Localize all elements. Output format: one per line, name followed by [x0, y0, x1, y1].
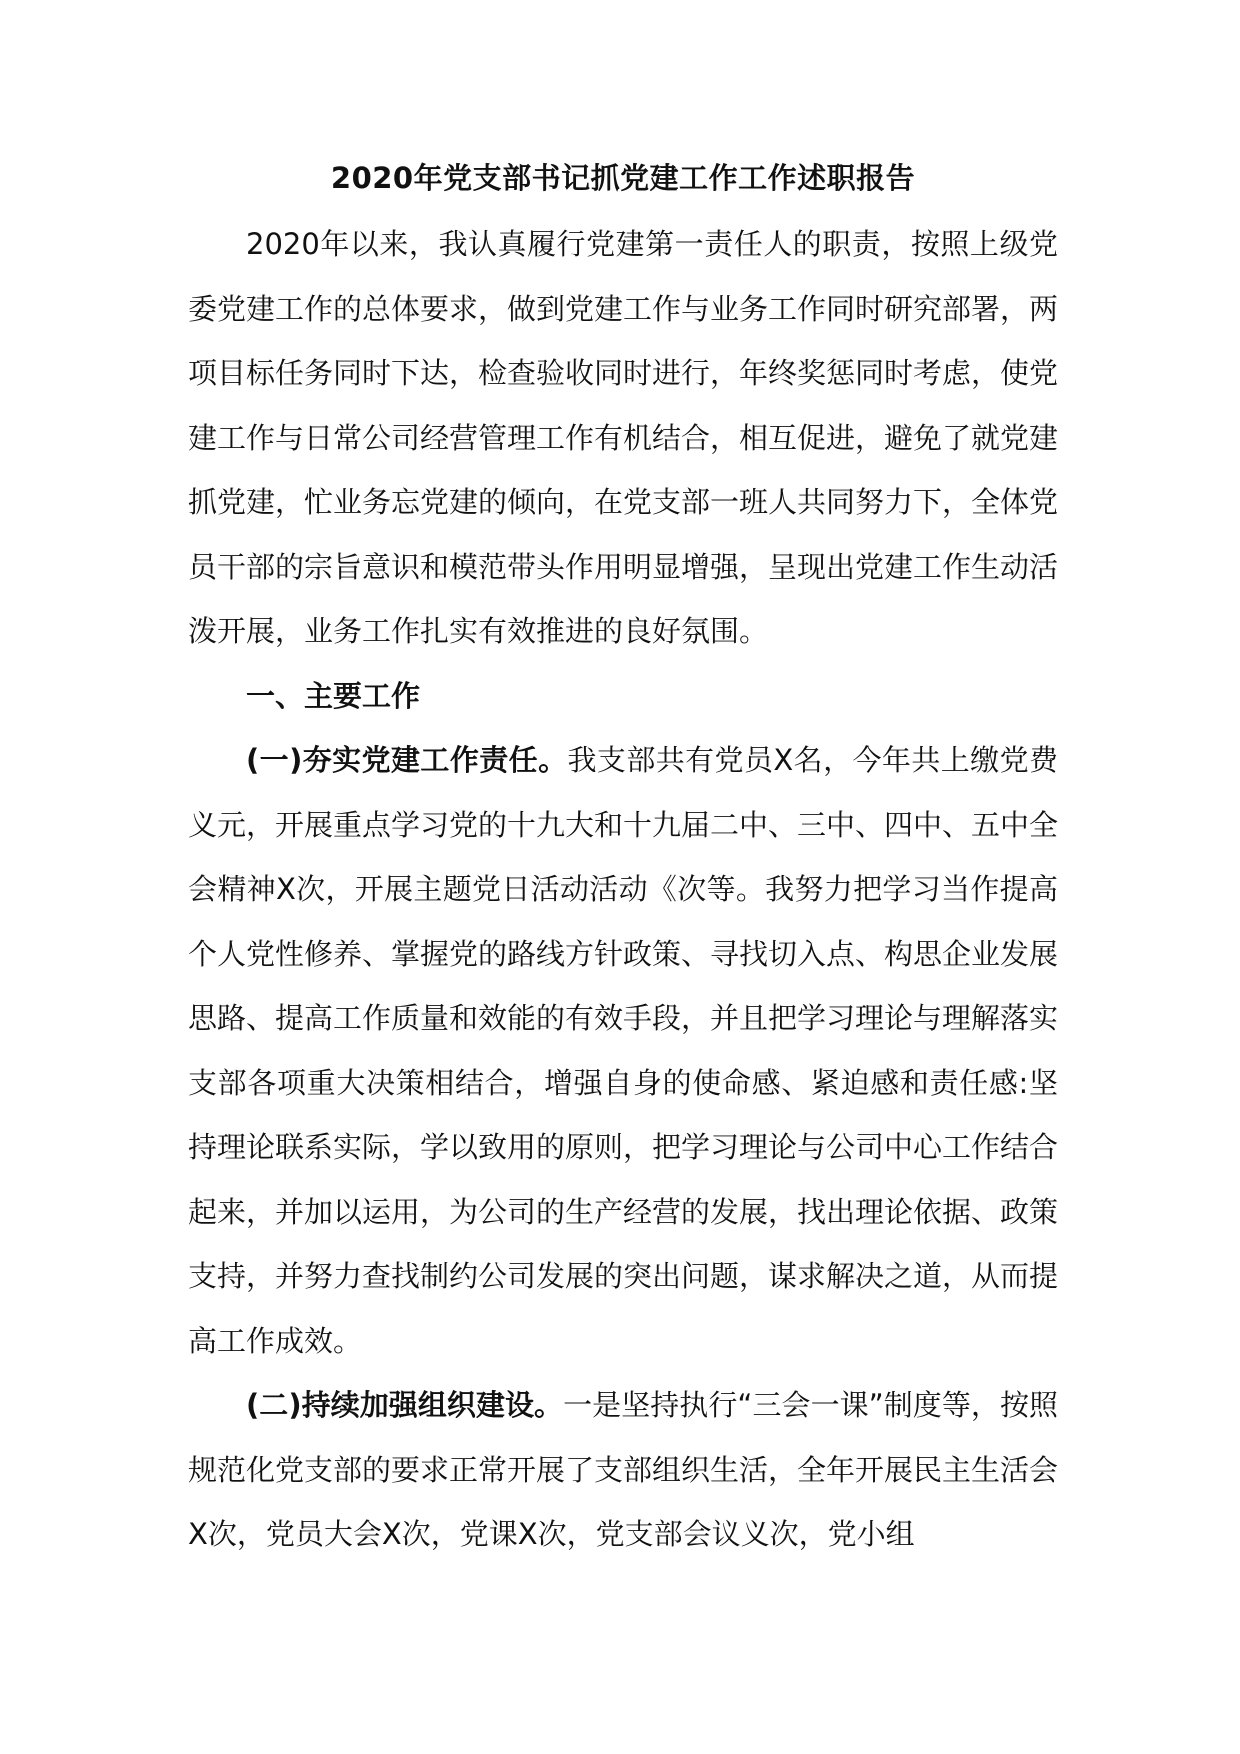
item-1-body: 我支部共有党员X名，今年共上缴党费义元，开展重点学习党的十九大和十九届二中、三中、四中、五中全会精神X次，开展主题党日活动活动《次等。我努力把学习当作提高个人党性修养、掌握党的路线方针政策、寻找切入点、构思企业发展思路、提高工作质量和效能的有效手段，并且把学习理论与理解落实支部各项重大决策相结合，增强自身的使命感、紧迫感和责任感:坚持理论联系实际，学以致用的原则，把学习理论与公司中心工作结合起来，并加以运用，为公司的生产经营的发展，找出理论依据、政策支持，并努力查找制约公司发展的突出问题，谋求解决之道，从而提高工作成效。	[188, 743, 1059, 1358]
intro-paragraph: 2020年以来，我认真履行党建第一责任人的职责，按照上级党委党建工作的总体要求，做到党建工作与业务工作同时研究部署，两项目标任务同时下达，检查验收同时进行，年终奖惩同时考虑，使党建工作与日常公司经营管理工作有机结合，相互促进，避免了就党建抓党建，忙业务忘党建的倾向，在党支部一班人共同努力下，全体党员干部的宗旨意识和模范带头作用明显增强，呈现出党建工作生动活泼开展，业务工作扎实有效推进的良好氛围。	[188, 227, 1059, 648]
item-1-lead: (一)夯实党建工作责任。	[246, 743, 568, 777]
section-heading-main-work: 一、主要工作	[246, 678, 421, 713]
paragraph-item-2	[188, 1373, 1058, 1567]
item-2-lead: (二)持续加强组织建设。	[246, 1388, 564, 1422]
document-page	[188, 158, 1058, 1567]
item-2-body: 一是坚持执行“三会一课”制度等，按照规范化党支部的要求正常开展了支部组织生活，全年开展民主生活会X次，党员大会X次，党课X次，党支部会议义次，党小组	[188, 1388, 1059, 1551]
paragraph-item-1	[188, 728, 1058, 1373]
document-title: 2020年党支部书记抓党建工作工作述职报告	[330, 161, 916, 195]
